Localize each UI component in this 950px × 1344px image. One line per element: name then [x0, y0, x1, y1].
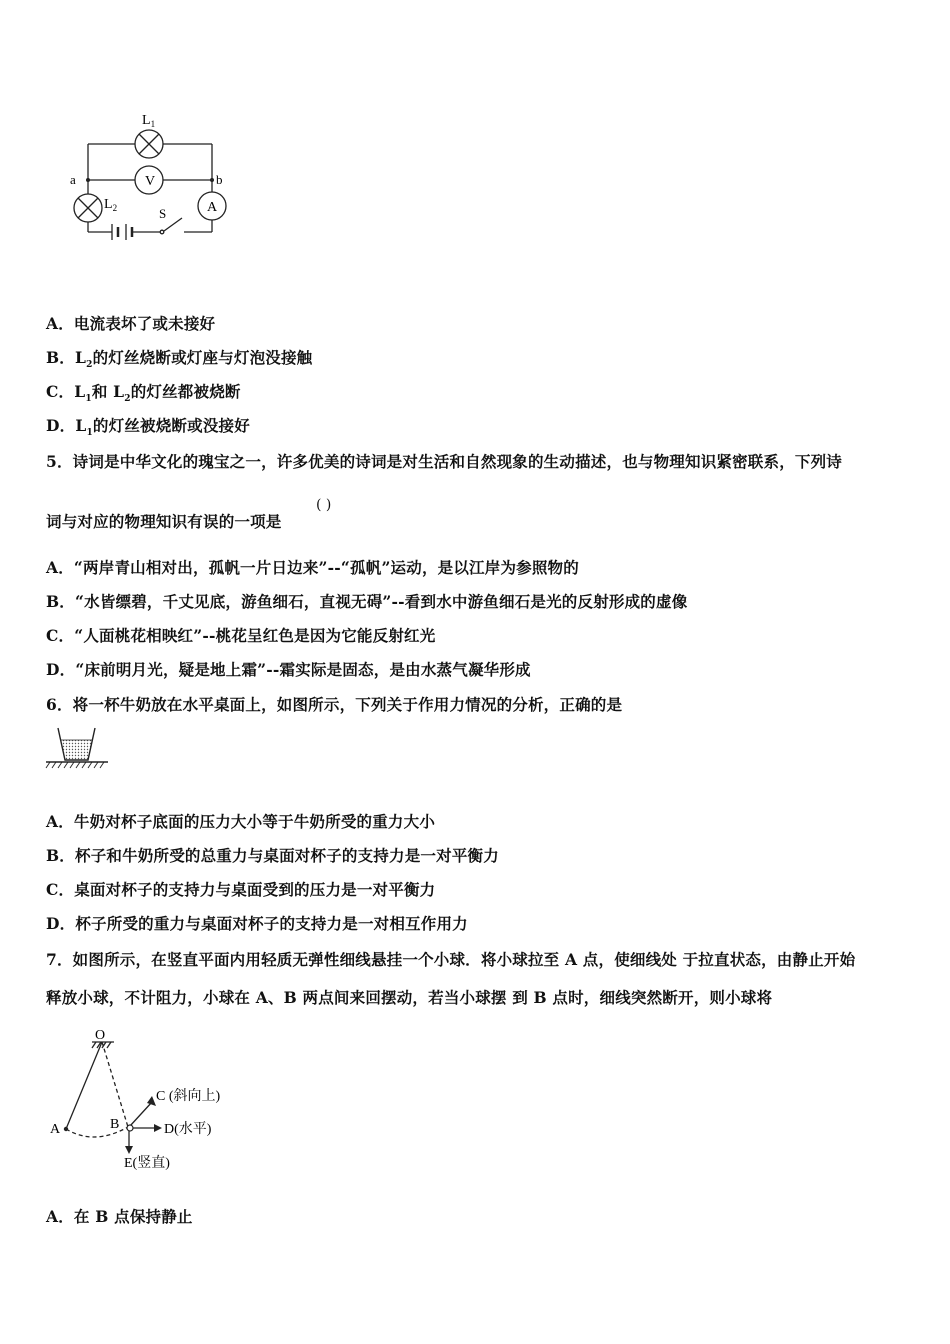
point-o-label: O: [95, 1028, 106, 1043]
label-L2: $L_2$: [104, 197, 118, 213]
q5-stem-line1: 5．诗词是中华文化的瑰宝之一，许多优美的诗词是对生活和自然现象的生动描述，也与物理知识紧密联系，下列诗: [46, 452, 842, 471]
q5-answer-parentheses: ( ): [316, 497, 332, 513]
q5-option-c: C．“人面桃花相映红”--桃花呈红色是因为它能反射红光: [46, 626, 436, 645]
pendulum-figure: [44, 1024, 254, 1174]
switch-label: S: [159, 206, 167, 221]
circuit-figure: [62, 108, 242, 248]
q6-stem: 6．将一杯牛奶放在水平桌面上，如图所示，下列关于作用力情况的分析，正确的是: [46, 695, 623, 714]
q4-option-c: C．$L_1$和 $L_2$的灯丝都被烧断: [46, 382, 241, 405]
q6-option-b: B．杯子和牛奶所受的总重力与桌面对杯子的支持力是一对平衡力: [46, 846, 499, 865]
point-a-label: A: [50, 1122, 61, 1137]
milk-cup-diagram: [44, 724, 114, 774]
q6-option-d: D．杯子所受的重力与桌面对杯子的支持力是一对相互作用力: [46, 914, 468, 933]
direction-d-label: D(水平): [164, 1122, 212, 1137]
q6-option-c: C．桌面对杯子的支持力与桌面受到的压力是一对平衡力: [46, 880, 436, 899]
ammeter-label: A: [207, 200, 218, 215]
circuit-diagram: [62, 108, 242, 248]
point-b-label: B: [110, 1117, 120, 1132]
pendulum-diagram: [44, 1024, 254, 1174]
q4-option-d: D．$L_1$的灯丝被烧断或没接好: [46, 416, 250, 439]
q7-stem-line1: 7．如图所示，在竖直平面内用轻质无弹性细线悬挂一个小球．将小球拉至 A 点，使细线处 于拉直状态，由静止开始: [46, 950, 856, 969]
milk-cup-figure: [44, 724, 114, 774]
node-b-label: b: [216, 172, 223, 187]
direction-e-label: E(竖直): [124, 1156, 170, 1171]
q5-option-a: A．“两岸青山相对出，孤帆一片日边来”--“孤帆”运动，是以江岸为参照物的: [46, 558, 579, 577]
q5-stem-line2: 词与对应的物理知识有误的一项是: [46, 512, 282, 531]
q7-option-a: A．在 B 点保持静止: [46, 1207, 193, 1226]
direction-c-label: C (斜向上): [156, 1089, 221, 1104]
node-a-label: a: [70, 172, 76, 187]
q5-option-d: D．“床前明月光，疑是地上霜”--霜实际是固态，是由水蒸气凝华形成: [46, 660, 531, 679]
voltmeter-label: V: [145, 174, 156, 189]
label-L1: $L_1$: [142, 113, 156, 129]
q4-option-a: A．电流表坏了或未接好: [46, 314, 216, 333]
q6-option-a: A．牛奶对杯子底面的压力大小等于牛奶所受的重力大小: [46, 812, 436, 831]
q4-option-b: B．$L_2$的灯丝烧断或灯座与灯泡没接触: [46, 348, 313, 371]
q5-option-b: B．“水皆缥碧，千丈见底，游鱼细石，直视无碍”--看到水中游鱼细石是光的反射形成的虚像: [46, 592, 688, 611]
q7-stem-line2: 释放小球，不计阻力，小球在 A、B 两点间来回摆动，若当小球摆 到 B 点时，细线突然断开，则小球将: [46, 988, 773, 1007]
